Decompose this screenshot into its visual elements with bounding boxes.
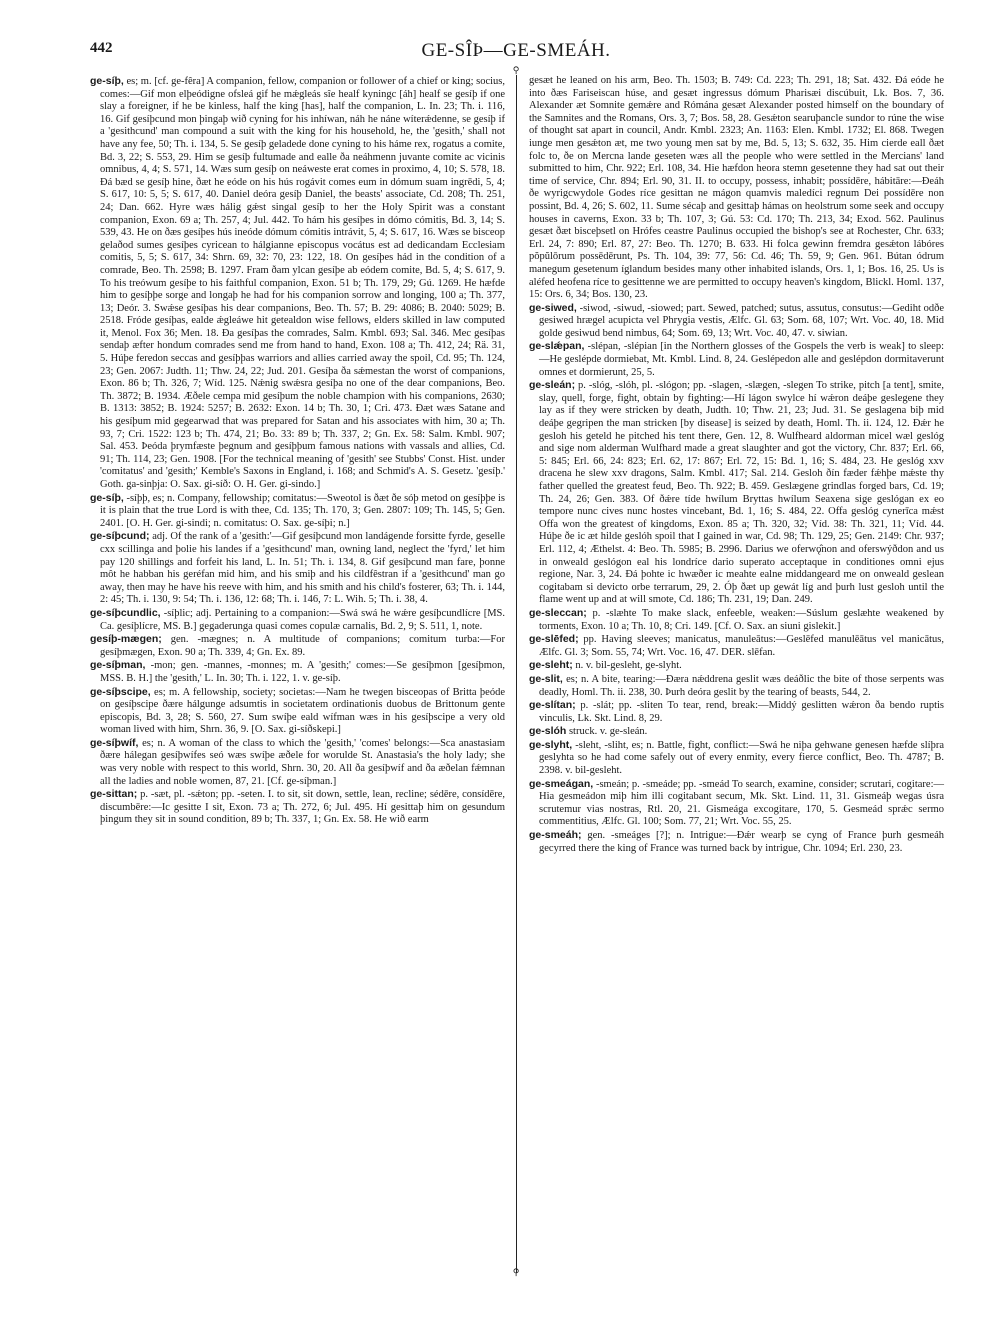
entry-headword: ge-slǽpan,: [529, 340, 585, 353]
entry-body: -sleht, -sliht, es; n. Battle, fight, conflict:—Swá he niþa gehwane genesen hæfde slíþra geslyhta so he had come safely out of every enmity, every fierce conflict, Beo. Th. 4787; B. 2398. v. bil-gesleht.: [539, 739, 944, 777]
column-divider: [516, 75, 517, 1273]
entry-body: gen. -smeáges [?]; n. Intrigue:—Ðǽr wearþ se cyng of France þurh gesmeáh gecyrred there the king of France was turned back by intrigue, Chr. 1094; Erl. 230, 23.: [539, 830, 944, 854]
page-number: 442: [90, 40, 113, 56]
entry-body: -síþlic; adj. Pertaining to a companion:—Swá swá he wǽre gesíþcundlícre [MS. Ca. gesíþlícre, MS. B.] gegaderunga quasi comes copulæ carnalis, Bd. 2, 9; S. 511, 1, note.: [100, 607, 505, 632]
dictionary-entry: [90, 633, 505, 659]
dictionary-entry: [529, 302, 944, 341]
entry-headword: ge-síþcund;: [90, 530, 150, 543]
dictionary-entry: [529, 829, 944, 855]
running-head: GE-SÎÞ—GE-SMEÁH.: [421, 40, 611, 61]
dictionary-entry: [90, 686, 505, 737]
dictionary-entry: [90, 492, 505, 531]
entry-body: p. -slát; pp. -sliten To tear, rend, break:—Middý geslitten wǽron ða bendo ruptis vinculis, Lk. Skt. Lind. 8, 29.: [539, 700, 944, 724]
entry-headword: ge-síþ,: [90, 75, 124, 87]
dictionary-entry: [529, 659, 944, 673]
dictionary-entry: [529, 379, 944, 607]
entry-headword: ge-slyht,: [529, 738, 573, 751]
dictionary-entry: [529, 673, 944, 699]
entry-body: -síþþ, es; n. Company, fellowship; comitatus:—Sweotol is ðæt ðe sóþ metod on gesíþþe is it is plain that the true Lord is with thee, Cd. 135; Th. 170, 3; Gen. 2807: 109; Th. 145, 5; Gen. 2401. [O. H. Ger. gi-sindi; n. comitatus: O. Sax. ge-síþi; n.]: [100, 492, 505, 529]
left-column: [90, 75, 505, 827]
entry-headword: ge-síþ,: [90, 491, 124, 504]
column-ornament-bottom-icon: ⚲: [512, 1268, 520, 1278]
entry-headword: ge-slítan;: [529, 699, 576, 712]
entry-body: es; n. A woman of the class to which the 'gesith,' 'comes' belongs:—Sca anastasiam ðære hálegan gesíþwífes seó wæs swíþe æðele for worulde St. Anastasia's the holy lady; she was very noble with respect to this world, Shrn. 30, 20. All ða gesíþwíf and ða æðelan fǽmnan all the ladies and noble women, 87, 21. [Cf. ge-síþman.]: [100, 737, 505, 787]
dictionary-entry: [90, 659, 505, 685]
entry-body: p. -slóg, -slóh, pl. -slógon; pp. -slagen, -slægen, -slegen To strike, pitch [a tent], smite, slay, quell, forge, fight, obtain by fighting:—Hí lágon swylce hí wǽron deáþe geslegene they lay as if they were stricken by death, Judth. 10; Thw. 21, 23; Jud. 31. Se geslagena biþ mid deáþe gegripen the man stricken [by disease] is seized by death, Homl. Th. ii. 124, 12. Ðǽr he gesloh his geteld he pitched his tent there, Gen. 12, 8. Wulfheard aldorman micel wæl geslóg and sige nom alderman Wulfhard made a great slaughter and got the victory, Chr. 837; Erl. 66, 5: 845; Erl. 66, 24: 823; Erl. 62, 17: 867; Erl. 72, 15: Bd. 1, 16; S. 484, 23. He geslóg xxv dracena he slew xxv dragons, Salm. Kmbl. 417; Sal. 214. Gesloh ðín fæder fǽhþe mǽste thy father quelled the greatest feud, Beo. Th. 922; B. 459. Geslægene grindlas forged bars, Cd. 19; Th. 24, 26; Gen. 383. Of ðǽre tíde hwílum Bryttas hwílum Seaxena sige geslógan ex eo tempore nunc cives nunc hostes vincebant, Bd. 1, 16; S. 484, 22. Offa geslóg cynerīca mǽst Offa won the greatest of kingdoms, Exon. 85 a; Th. 320, 32; Víd. 38: Th. 321, 11; Víd. 44. Húþe ðe ic æt hilde geslóh spoil that I gained in war, Cd. 98; Th. 129, 25; Gen. 2149: Chr. 937; Erl. 112, 4; Æthelst. 4: Beo. Th. 5985; B. 2996. Darius we oferwǫ̂non and oferswýðdon and us in onweald geslógon eal his londríce dario superato acceptaque in conditiones omni ejus regione, Nar. 3, 24. Ðá þohte ic hwæðer ic meahte ealne middangeard me on onweald geslean cogitabam si devicto orbe terrarum, 29, 2. Óþ ðæt up gewát líg and þurh lust gesloh until the flame went up and at will smote, Cd. 186; Th. 231, 19; Dan. 249.: [539, 380, 944, 606]
entry-headword: ge-slóh: [529, 725, 567, 738]
entry-headword: ge-slit,: [529, 672, 563, 685]
entry-headword: ge-smeágan,: [529, 777, 594, 790]
page-header: [90, 40, 942, 64]
entry-headword: ge-sleht;: [529, 659, 573, 672]
dictionary-entry: [529, 699, 944, 725]
entry-headword: ge-síþwíf,: [90, 736, 139, 749]
entry-body: struck. v. ge-sleán.: [566, 726, 648, 738]
entry-body: adj. Of the rank of a 'gesith:'—Gif gesíþcund mon landágende forsitte fyrde, geselle cxx scillinga and þolie his landes if a 'gesithcund' man, owning land, neglect the 'fyrd,' let him pay 120 shillings and forfeit his land, L. In. 51; Th. i. 134, 8. Gif gesíþcund man fare, þonne môt he habban his geréfan mid him, and his smiþ and his cildfêstran if a 'gesithcund' man go away, then may he have his reeve with him, and his smith and his child's fosterer, 63; Th. i. 144, 2: 45; Th. i. 130, 9: 54; Th. i. 136, 12: 68; Th. i. 146, 7: L. Wih. 5; Th. i. 38, 4.: [100, 531, 505, 606]
dictionary-entry: [90, 737, 505, 788]
entry-body: -smeán; p. -smeáde; pp. -smeád To search, examine, consider; scrutari, cogitare:—Hia gesmeádon miþ him illi cogitabant secum, Mk. Skt. Lind. 11, 31. Gismeáþ wegas úsra scrutemur vias nostras, Rtl. 20, 21. Gismeága excogitare, 170, 5. Gesmeád sprǽc sermo commentitius, Ælfc. Gl. 100; Som. 77, 21; Wrt. Voc. 55, 25.: [539, 778, 944, 828]
entry-body: es; m. A fellowship, society; societas:—Nam he twegen bisceopas of Britta þeóde on gesíþscipe ðære hálgunge adsumtis in societatem ordinationis duobus de Brittonum gente episcopis, Bd. 3, 28; S. 560, 27. Sum swíþe eald wífman wæs in his gesíþscipe a very old woman lived with him, Shrn. 36, 9. [O. Sax. gi-síðskepi.]: [100, 686, 505, 736]
entry-body: gesæt he leaned on his arm, Beo. Th. 1503; B. 749: Cd. 223; Th. 291, 18; Sat. 432. Ðá eóde he into ðæs Fariseiscan húse, and gesæt ingressus dómum Pharisæi discúbuit, Lk. Bos. 7, 36. Alexander æt Somnite gemǽre and Rómána gesæt Alexander posted himself on the boundary of the Samnites and the Romans, Ors. 3, 7; Bos. 58, 28. Gesǽton searuþancle sundor to rúne the wise of thought sat apart in council, Andr. Kmbl. 2323; An. 1163: Elen. Kmbl. 1732; El. 868. Twegen iunge men gesǽton æt, me two young men sat by me, Bd. 5, 13; S. 632, 35. Him cierde eall ðæt folc to, ðe on Mercna lande geseten wæs all the people who were settled in the Mercians' land submitted to him, Chr. 922; Erl. 108, 34. Hie hæfdon heora stemn gesetenne they had sat out their time of service, Chr. 894; Erl. 90, 31. II. to occupy, possess, inhabit; possídēre, hábitāre:—Ðeáh ðe wyrigcwydole Godes ríce gesittan ne mágon quamvis maledíci regnum Dei possídēre non possint, Bd. 4, 26; S. 602, 11. Sume sécaþ and gesittaþ hámas on heolstrum some seek and occupy houses in caverns, Exon. 33 b; Th. 107, 3; Gú. 53: Cd. 170; Th. 213, 34; Exod. 562. Paulinus gesæt ðæt bisceþsetl on Hrófes ceastre Paulinus occupied the bishop's see at Rochester, Chr. 633; Erl. 24, 7: 890; Erl. 87, 27: Beo. Th. 1270; B. 633. Hi folca gewinn fremdra gesǽton lábóres pŏpŭlōrum possēdērunt, Ps. Th. 104, 39: 77, 56: Cd. 46; Th. 59, 9; Gen. 961. Bútan ódrum manegum gesetenum íglandum besides many other inhabited islands, Ors. 1, 1; Bos. 16, 25. Us is aléfed heofena ríce to gesittenne we are permitted to occupy heaven's kingdom, Blickl. Homl. 137, 15: Ors. 6, 34; Bos. 130, 23.: [529, 75, 944, 301]
entry-headword: ge-síþcundlic,: [90, 606, 161, 619]
dictionary-entry: [529, 75, 944, 302]
entry-body: p. -sæt, pl. -sǽton; pp. -seten. I. to sit, sit down, settle, lean, recline; sédēre, consídēre, discumbēre:—Ic gesitte I sit, Exon. 73 a; Th. 272, 6; Jul. 495. Hí gesittaþ him on gesundum þingum they sit in sound condition, 89 b; Th. 337, 1; Gn. Ex. 58. He wið earm: [100, 789, 505, 826]
entry-headword: ge-sleccan;: [529, 606, 587, 619]
dictionary-entry: [90, 607, 505, 633]
entry-body: -slépan, -slépian [in the Northern glosses of the Gospels the verb is weak] to sleep:—He geslépde dormiebat, Mt. Kmbl. Lind. 8, 24. Geslépedon alle and geslépdon dormitaverunt omnes et dormierunt, 25, 5.: [539, 341, 944, 378]
entry-body: gen. -mægnes; n. A multitude of companions; comitum turba:—For gesíþmægen, Exon. 90 a; Th. 339, 4; Gn. Ex. 89.: [100, 634, 505, 658]
entry-headword: ge-síþscipe,: [90, 685, 151, 698]
dictionary-entry: [529, 633, 944, 659]
right-column: [529, 75, 944, 855]
dictionary-entry: [90, 530, 505, 607]
entry-headword: gesíþ-mægen;: [90, 633, 162, 646]
dictionary-entry: [90, 788, 505, 827]
dictionary-entry: [529, 739, 944, 778]
entry-headword: ge-síþman,: [90, 659, 146, 672]
entry-headword: ge-sleán;: [529, 379, 576, 392]
dictionary-entry: [529, 725, 944, 739]
dictionary-entry: [529, 778, 944, 829]
dictionary-entry: [529, 340, 944, 379]
entry-headword: ge-smeáh;: [529, 829, 582, 842]
entry-headword: ge-sittan;: [90, 788, 138, 801]
entry-headword: ge-siwed,: [529, 301, 577, 314]
dictionary-entry: [90, 75, 505, 492]
entry-body: p. -slæhte To make slack, enfeeble, weaken:—Súslum geslæhte weakened by torments, Exon. 10 a; Th. 10, 8; Cri. 149. [Cf. O. Sax. an siuni gislekit.]: [539, 607, 944, 632]
entry-body: es; n. A bite, tearing:—Ðæra nǽddrena geslit wæs deáðlic the bite of those serpents was deadly, Homl. Th. ii. 238, 30. Þurh deóra geslit by the tearing of beasts, 544, 2.: [539, 673, 944, 698]
dictionary-entry: [529, 607, 944, 633]
entry-headword: ge-slēfed;: [529, 633, 579, 646]
entry-body: -siwod, -siwud, -siowed; part. Sewed, patched; sutus, assutus, consutus:—Gediht odðe gesiwed hrægel acupicta vel Phrygia vestis, Ælfc. Gl. 63; Som. 68, 107; Wrt. Voc. 40, 18. Mid golde gesiwud bend nimbus, 64; Som. 69, 13; Wrt. Voc. 40, 47. v. siwian.: [539, 302, 944, 339]
entry-body: n. v. bil-gesleht, ge-slyht.: [572, 660, 682, 672]
entry-body: es; m. [cf. ge-fêra] A companion, fellow, companion or follower of a chief or king; socius, comes:—Gif mon elþeódigne ofsleá gif he mǽgleás sîe healf kyningc [áh] healf se gesíþ if one slay a foreigner, if he be kinless, half the king [has], half the companion, L. In. 23; Th. i. 116, 16. Gif gesíþcund mon þingaþ wið cyning for his inhíwan, náh he náne wíterǽdenne, se gesíþ if a 'gesithcund' man compound a suit with the king for his household, he, the 'gesith,' shall not have any fee, 50; Th. i. 134, 5. Se gesíþ geladede done cyning to his háme rex, rogatus a comite, Bd. 3, 22; S. 553, 29. Him se gesíþ fultumade and ealle ða neáhmenn juvante comite ac vicinis omnibus, 4, 4; S. 571, 14. Wæs sum gesíþ on neáweste erat comes in proximo, 4, 10; S. 578, 18. Ðá bæd se gesíþ hine, ðæt he eóde on his hús rogávit comes eum in dómum suam ingrēdi, 5, 4; S. 617, 10: 5, 5; S. 617, 40. Daniel deóra gesíþ Daniel, the beasts' associate, Cd. 208; Th. 251, 24; Dan. 662. Hyre wæs hálig gǽst singal gesíþ to her the Holy Spirit was a constant companion, Exon. 69 a; Th. 257, 4; Jul. 442. To hám his gesíþes in dómo cómitis, Bd. 3, 14; S. 539, 43. He on ðæs gesíþes hús ineóde dómum cómitis intrávit, 5, 4; S. 617, 16. Wæs se bisceop gelaðod sumes gesíþes cyricean to hálgianne episcopus vocátus est ad dedicandam Ecclesiam comitis, 5, 5; S. 617, 34: Shrn. 69, 32: 70, 23: 122, 18. On gesíþes hád in the condition of a comrade, Beo. Th. 2598; B. 1297. Fram ðam ylcan gesíþe ab eódem comite, Bd. 5, 4; S. 617, 9. To his treówum gesíþe to his faithful companion, Exon. 51 b; Th. 179, 29; Gú. 1269. He hæfde him to gesíþþe sorge and longaþ he had for his companion sorrow and longing, 100 a; Th. 377, 13; Deór. 3. Swǽse gesíþas his dear companions, Beo. Th. 57; B. 29: 4086; B. 2040: 5029; B. 2518. Fróde gesíþas, ealde ǽgleáwe hit getealdon wise fellows, elders skilled in law computed it, Menol. Fox 36; Men. 18. Ða gesíþas the comrades, Salm. Kmbl. 693; Sal. 346. Mec gesíþas sendaþ æfter hondum comrades send me from hand to hand, Exon. 108 a; Th. 412, 24; Rä. 31, 5. Húþe feredon seccas and gesíþþas warriors and allies carried away the spoil, Cd. 95; Th. 124, 23; Gen. 2067: Judth. 11; Thw. 24, 22; Jud. 201. Gesíþa ða sǽmestan the worst of companions, Exon. 86 b; Th. 326, 7; Wíd. 125. Nǽnig swǽsra gesíþa no one of the dear companions, Beo. Th. 3872; B. 1934. Æðele cempa mid gesíþum the noble champion with his companions, 2630; B. 1313: 3852; B. 1924: 5257; B. 2632: Exon. 14 b; Th. 30, 1; Cri. 473. Ðæt wæs Satane and his gesíþum mid gegearwad that was prepared for Satan and his associates with him, 30 a; Th. 93, 7; Cri. 1522: 123 b; Th. 474, 21; Bo. 33: 89 b; Th. 337, 2; Gn. Ex. 58: Salm. Kmbl. 907; Sal. 453. Þeóda þrymfæste þegnum and gesíþþum famous nations with vassals and allies, Cd. 91; Th. 114, 23; Gen. 1908. [For the technical meaning of 'gesith' see Stubbs' Const. Hist. under 'comitatus' and 'gesith;' Kemble's Saxons in England, i. 168; and Schmid's A. S. Gesetz. 'gesíþ.' Goth. ga-sinþja: O. Sax. gi-síð: O. H. Ger. gi-sindo.]: [100, 76, 505, 490]
entry-body: pp. Having sleeves; manicatus, manuleātus:—Geslēfed manulēātus vel manicātus, Ælfc. Gl. 3; Som. 55, 74; Wrt. Voc. 16, 47. DER. slēfan.: [539, 634, 944, 658]
column-ornament-top-icon: ⚲: [512, 66, 520, 76]
entry-body: -mon; gen. -mannes, -monnes; m. A 'gesith;' comes:—Se gesíþmon [gesíþmon, MSS. B. H.] the 'gesith,' L. In. 30; Th. i. 122, 1. v. ge-síþ.: [100, 660, 505, 684]
